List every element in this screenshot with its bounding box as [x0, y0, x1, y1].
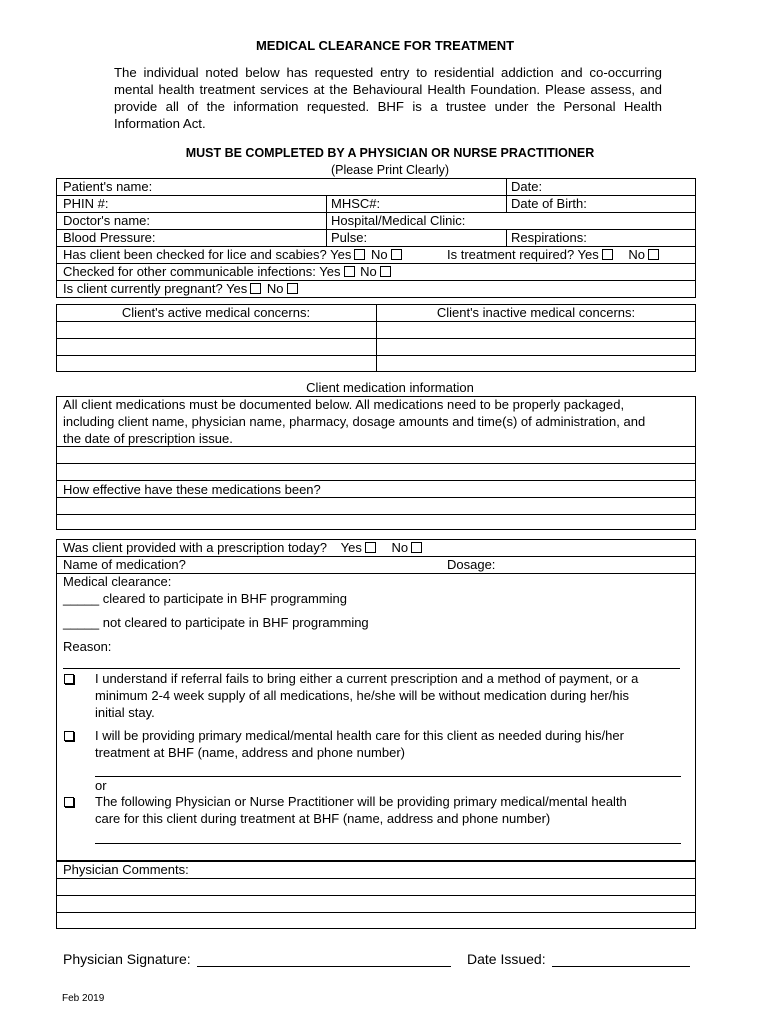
footer-date: Feb 2019	[62, 993, 105, 1004]
care-provider-line[interactable]	[95, 776, 681, 777]
lice-no-checkbox[interactable]	[391, 249, 402, 260]
doctor-name-field[interactable]: Doctor's name:	[63, 213, 151, 228]
date-issued-label: Date Issued:	[467, 951, 546, 967]
physician-comments-input[interactable]	[57, 879, 695, 928]
prescription-no-label: No	[391, 540, 409, 555]
blood-pressure-field[interactable]: Blood Pressure:	[63, 230, 156, 245]
communicable-question	[63, 264, 393, 279]
treatment-question	[447, 247, 661, 262]
medication-instructions-line1: All client medications must be documented below. All medications need to be properly packaged,	[63, 397, 625, 412]
pregnant-question	[63, 281, 300, 296]
other-provider-statement-line1: The following Physician or Nurse Practitioner will be providing primary medical/mental health	[95, 794, 627, 809]
pregnant-no-checkbox[interactable]	[287, 283, 298, 294]
treatment-no-checkbox[interactable]	[648, 249, 659, 260]
medical-clearance-label: Medical clearance:	[63, 574, 172, 589]
checkbox-icon[interactable]	[64, 797, 74, 807]
lice-question-label: Has client been checked for lice and scabies? Yes	[63, 247, 352, 262]
physician-signature-line[interactable]	[197, 966, 451, 967]
care-statement-line2: treatment at BHF (name, address and phone number)	[95, 745, 405, 760]
treatment-yes-checkbox[interactable]	[602, 249, 613, 260]
pregnant-question-label: Is client currently pregnant? Yes	[63, 281, 248, 296]
cleared-option[interactable]: _____ cleared to participate in BHF programming	[63, 591, 347, 606]
effectiveness-question: How effective have these medications been?	[63, 482, 321, 497]
medication-instructions-line3: the date of prescription issue.	[63, 431, 233, 446]
medication-name-field[interactable]: Name of medication?	[63, 557, 186, 572]
dosage-field[interactable]: Dosage:	[447, 557, 496, 572]
reason-line[interactable]	[63, 668, 680, 669]
reason-label: Reason:	[63, 639, 112, 654]
or-label: or	[95, 778, 107, 793]
active-concerns-input[interactable]	[57, 322, 375, 371]
other-provider-line[interactable]	[95, 843, 681, 844]
prescription-yes-checkbox[interactable]	[365, 542, 376, 553]
lice-question	[63, 247, 404, 262]
mhsc-field[interactable]: MHSC#:	[331, 196, 381, 211]
respirations-field[interactable]: Respirations:	[511, 230, 587, 245]
referral-statement-line3: initial stay.	[95, 705, 155, 720]
communicable-no-checkbox[interactable]	[380, 266, 391, 277]
phin-field[interactable]: PHIN #:	[63, 196, 109, 211]
treatment-question-label: Is treatment required? Yes	[447, 247, 599, 262]
active-concerns-header: Client's active medical concerns:	[121, 305, 311, 320]
intro-paragraph: The individual noted below has requested entry to residential addiction and co-occurring mental health treatment services at the Behavioural Health Foundation. Please assess, and provide all of the information requested. BHF is a trustee under the Personal Health Information Act.	[114, 65, 662, 131]
pregnant-no-label: No	[266, 281, 284, 296]
physician-signature-label: Physician Signature:	[63, 951, 191, 967]
prescription-question	[63, 540, 424, 555]
inactive-concerns-header: Client's inactive medical concerns:	[436, 305, 636, 320]
must-complete-heading: MUST BE COMPLETED BY A PHYSICIAN OR NURSE PRACTITIONER	[185, 146, 595, 160]
inactive-concerns-input[interactable]	[377, 322, 695, 371]
not-cleared-option[interactable]: _____ not cleared to participate in BHF programming	[63, 615, 369, 630]
pulse-field[interactable]: Pulse:	[331, 230, 368, 245]
care-statement-line1: I will be providing primary medical/mental health care for this client as needed during his/her	[95, 728, 624, 743]
communicable-question-label: Checked for other communicable infections: Yes	[63, 264, 341, 279]
date-issued-line[interactable]	[552, 966, 690, 967]
lice-no-label: No	[370, 247, 388, 262]
checkbox-icon[interactable]	[64, 674, 74, 684]
dob-field[interactable]: Date of Birth:	[511, 196, 587, 211]
medication-instructions-line2: including client name, physician name, pharmacy, dosage amounts and time(s) of administration, and	[63, 414, 646, 429]
treatment-no-label: No	[628, 247, 646, 262]
print-note: (Please Print Clearly)	[330, 163, 450, 177]
prescription-no-checkbox[interactable]	[411, 542, 422, 553]
other-provider-statement-line2: care for this client during treatment at BHF (name, address and phone number)	[95, 811, 551, 826]
referral-statement-line2: minimum 2-4 week supply of all medications, he/she will be without medication during her/his	[95, 688, 629, 703]
referral-statement-line1: I understand if referral fails to bring either a current prescription and a method of payment, or a	[95, 671, 639, 686]
physician-comments-label: Physician Comments:	[63, 862, 189, 877]
hospital-field[interactable]: Hospital/Medical Clinic:	[331, 213, 466, 228]
prescription-yes-label: Yes	[340, 540, 362, 555]
medication-heading: Client medication information	[306, 380, 474, 395]
communicable-yes-checkbox[interactable]	[344, 266, 355, 277]
prescription-question-label: Was client provided with a prescription today?	[63, 540, 327, 555]
checkbox-icon[interactable]	[64, 731, 74, 741]
lice-yes-checkbox[interactable]	[354, 249, 365, 260]
pregnant-yes-checkbox[interactable]	[250, 283, 261, 294]
patient-name-field[interactable]: Patient's name:	[63, 179, 153, 194]
communicable-no-label: No	[360, 264, 377, 279]
date-field[interactable]: Date:	[511, 179, 543, 194]
page-title: MEDICAL CLEARANCE FOR TREATMENT	[255, 38, 515, 53]
